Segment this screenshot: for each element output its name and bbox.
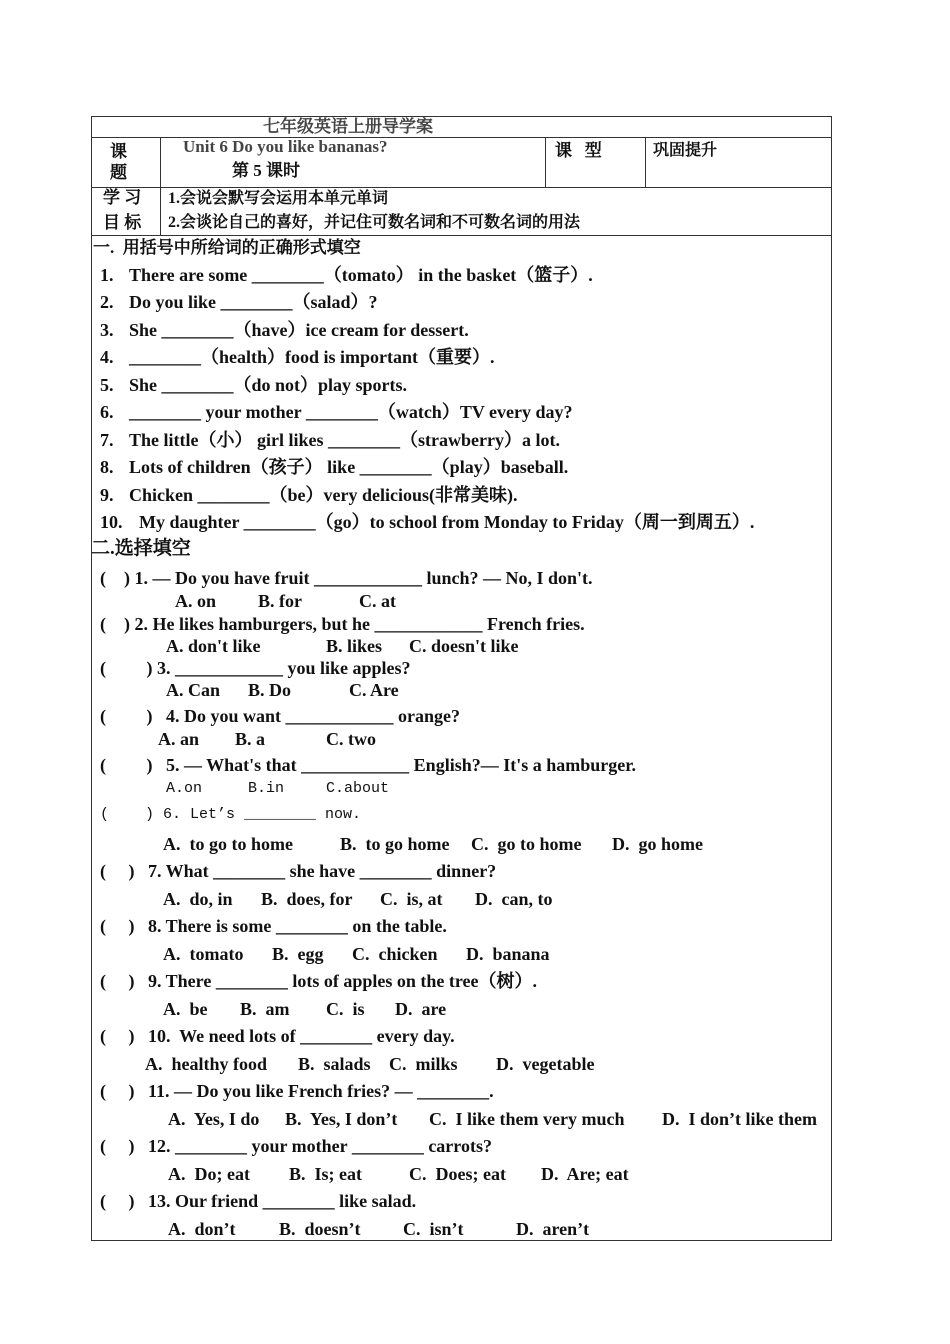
objective-item: 2.会谈论自己的喜好，并记住可数名词和不可数名词的用法 [168, 214, 581, 231]
fill-blank-item: She ________（do not）play sports. [129, 375, 408, 395]
topic-label-line1: 课 [110, 142, 127, 161]
table-border-left [91, 116, 92, 1241]
fill-blank-number: 8. [100, 457, 114, 477]
table-border-top [91, 116, 832, 117]
section1-title: 一. 用括号中所给词的正确形式填空 [93, 238, 361, 257]
mc-option: B. doesn’t [279, 1219, 361, 1239]
mc-option: A. healthy food [145, 1054, 268, 1074]
mc-option: B. Yes, I don’t [285, 1109, 398, 1129]
mc-option: B.in [248, 780, 285, 797]
mc-question-stem: ( ) 6. Let’s ________ now. [100, 806, 362, 823]
topic-label-line2: 题 [110, 163, 127, 182]
mc-option: B. egg [272, 944, 324, 964]
objectives-label-line2: 目 标 [103, 213, 142, 232]
fill-blank-item: The little（小） girl likes ________（strawberry）a lot. [129, 430, 560, 450]
mc-question-stem: ( ) 8. There is some ________ on the table. [100, 916, 447, 936]
mc-question-stem: ( ) 1. — Do you have fruit ____________ lunch? — No, I don't. [100, 568, 593, 588]
fill-blank-number: 6. [100, 402, 114, 422]
mc-option: C. is [326, 999, 365, 1019]
mc-option: B. salads [298, 1054, 371, 1074]
mc-option: A. Can [166, 680, 221, 700]
fill-blank-number: 5. [100, 375, 114, 395]
fill-blank-number: 10. [100, 512, 123, 532]
objective-item: 1.会说会默写会运用本单元单词 [168, 190, 389, 207]
mc-option: C. milks [389, 1054, 458, 1074]
table-border-right [831, 116, 832, 1241]
fill-blank-item: ________（health）food is important（重要）. [129, 347, 495, 367]
mc-option: B. for [258, 591, 302, 611]
fill-blank-number: 2. [100, 292, 114, 312]
fill-blank-number: 1. [100, 265, 114, 285]
mc-question-stem: ( ) 10. We need lots of ________ every day. [100, 1026, 455, 1046]
mc-question-stem: ( ) 11. — Do you like French fries? — ________. [100, 1081, 494, 1101]
mc-option: C. is, at [380, 889, 443, 909]
mc-option: C. I like them very much [429, 1109, 625, 1129]
fill-blank-number: 9. [100, 485, 114, 505]
mc-option: A. don’t [168, 1219, 236, 1239]
section2-title: 二.选择填空 [91, 538, 191, 559]
mc-option: C. two [326, 729, 376, 749]
mc-option: D. banana [466, 944, 550, 964]
fill-blank-number: 7. [100, 430, 114, 450]
mc-question-stem: ( ) 7. What ________ she have ________ dinner? [100, 861, 497, 881]
table-divider-type-label [545, 137, 546, 187]
mc-option: A.on [166, 780, 203, 797]
unit-title: Unit 6 Do you like bananas? [183, 137, 388, 156]
mc-option: C. doesn't like [409, 636, 519, 656]
mc-option: C. Are [349, 680, 399, 700]
mc-option: B. does, for [261, 889, 353, 909]
mc-option: B. Is; eat [289, 1164, 362, 1184]
mc-option: A. be [163, 999, 208, 1019]
fill-blank-item: My daughter ________（go）to school from Monday to Friday（周一到周五）. [139, 512, 755, 532]
mc-option: A. Yes, I do [168, 1109, 260, 1129]
table-divider-label-column [160, 137, 161, 235]
mc-option: D. go home [612, 834, 703, 854]
mc-option: A. on [175, 591, 217, 611]
document-title: 七年级英语上册导学案 [263, 117, 433, 136]
mc-option: D. can, to [475, 889, 553, 909]
mc-option: A. an [158, 729, 200, 749]
mc-option: D. aren’t [516, 1219, 590, 1239]
mc-question-stem: ( ) 4. Do you want ____________ orange? [100, 706, 460, 726]
fill-blank-item: Do you like ________（salad）? [129, 292, 378, 312]
mc-question-stem: ( ) 12. ________ your mother ________ carrots? [100, 1136, 492, 1156]
fill-blank-item: She ________（have）ice cream for dessert. [129, 320, 469, 340]
mc-option: A. tomato [163, 944, 244, 964]
table-divider-objectives [91, 235, 832, 236]
mc-option: D. Are; eat [541, 1164, 629, 1184]
mc-question-stem: ( ) 9. There ________ lots of apples on the tree（树）. [100, 971, 537, 991]
mc-option: C. isn’t [403, 1219, 464, 1239]
fill-blank-number: 3. [100, 320, 114, 340]
mc-option: B. to go home [340, 834, 450, 854]
mc-option: A. to go to home [163, 834, 293, 854]
mc-option: A. do, in [163, 889, 233, 909]
fill-blank-item: ________ your mother ________（watch）TV every day? [129, 402, 573, 422]
mc-option: C. go to home [471, 834, 582, 854]
fill-blank-item: Chicken ________（be）very delicious(非常美味). [129, 485, 518, 505]
mc-option: D. I don’t like them [662, 1109, 818, 1129]
mc-question-stem: ( ) 13. Our friend ________ like salad. [100, 1191, 417, 1211]
mc-option: D. vegetable [496, 1054, 595, 1074]
objectives-label-line1: 学 习 [103, 188, 142, 207]
mc-option: D. are [395, 999, 447, 1019]
mc-option: B. Do [248, 680, 292, 700]
mc-option: C. at [359, 591, 396, 611]
mc-question-stem: ( ) 3. ____________ you like apples? [100, 658, 411, 678]
mc-option: B. likes [326, 636, 383, 656]
fill-blank-number: 4. [100, 347, 114, 367]
table-divider-type-value [645, 137, 646, 187]
lesson-type-value: 巩固提升 [653, 142, 718, 159]
mc-option: B. am [240, 999, 290, 1019]
fill-blank-item: There are some ________（tomato） in the basket（篮子）. [129, 265, 593, 285]
mc-option: A. Do; eat [168, 1164, 250, 1184]
mc-option: C.about [326, 780, 390, 797]
fill-blank-item: Lots of children（孩子） like ________（play）baseball. [129, 457, 569, 477]
table-border-bottom [91, 1240, 832, 1241]
lesson-period: 第 5 课时 [232, 161, 300, 180]
mc-question-stem: ( ) 2. He likes hamburgers, but he ____________ French fries. [100, 614, 585, 634]
mc-option: A. don't like [166, 636, 261, 656]
lesson-type-label: 课 型 [555, 141, 602, 160]
mc-option: C. chicken [352, 944, 438, 964]
mc-question-stem: ( ) 5. — What's that ____________ English?— It's a hamburger. [100, 755, 637, 775]
mc-option: C. Does; eat [409, 1164, 506, 1184]
mc-option: B. a [235, 729, 266, 749]
